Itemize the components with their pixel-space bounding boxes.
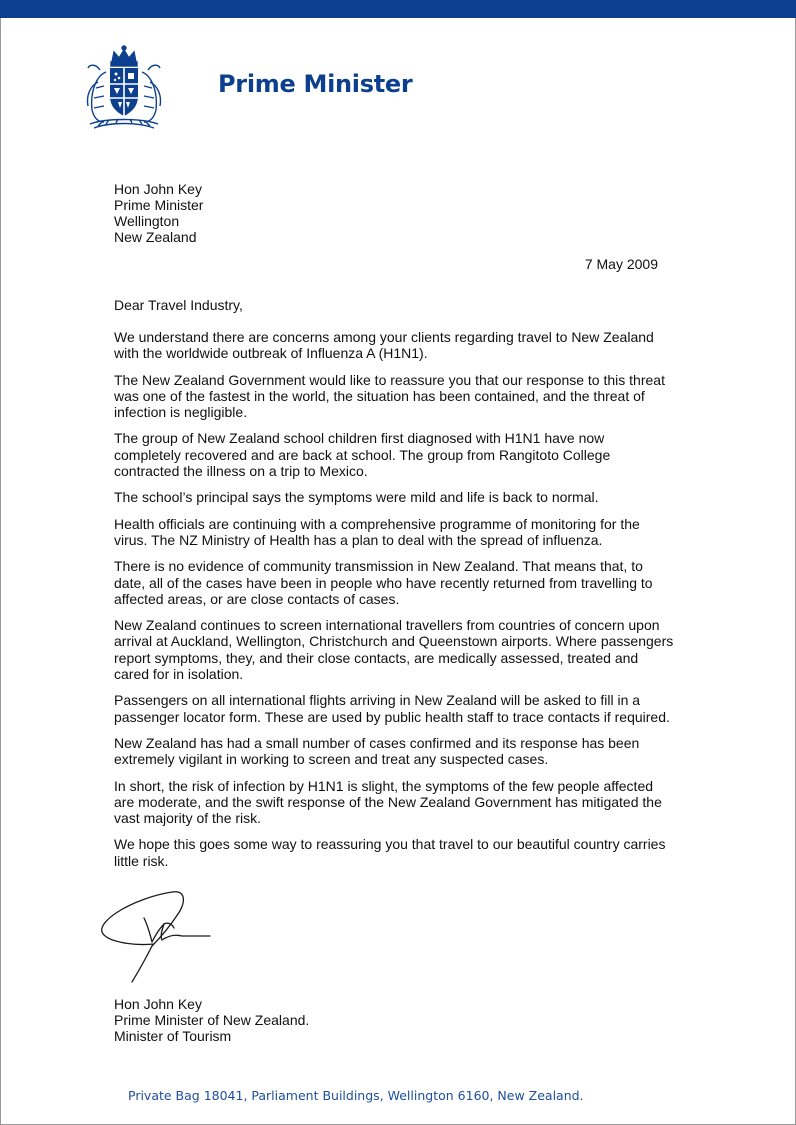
- signatory-line: Hon John Key: [114, 996, 202, 1012]
- body-paragraph: The school’s principal says the symptoms were mild and life is back to normal.: [114, 489, 599, 506]
- body-paragraph: The group of New Zealand school children first diagnosed with H1N1 have now completely recovered and are back at school. The group from Rangitoto College contracted the illness on a trip to Mexico.: [114, 430, 611, 480]
- body-paragraph: The New Zealand Government would like to reassure you that our response to this threat was one of the fastest in the world, the situation has been contained, and the threat of infection is negligible.: [114, 371, 665, 421]
- handwritten-signature-icon: [94, 884, 218, 988]
- letter-body: [114, 329, 674, 879]
- sender-address-line: Wellington: [114, 213, 180, 229]
- sender-address-line: Hon John Key: [114, 181, 202, 197]
- body-paragraph: Health officials are continuing with a comprehensive programme of monitoring for the virus. The NZ Ministry of Health has a plan to deal with the spread of influenza.: [114, 515, 640, 548]
- nz-coat-of-arms-icon: [76, 42, 172, 134]
- body-paragraph: There is no evidence of community transmission in New Zealand. That means that, to date, all of the cases have been in people who have recently returned from travelling to affected areas, or are close contacts of cases.: [114, 558, 653, 607]
- letterhead-top-band: [0, 0, 796, 18]
- salutation: Dear Travel Industry,: [114, 297, 243, 313]
- signatory-line: Prime Minister of New Zealand.: [114, 1012, 310, 1028]
- letter-date: 7 May 2009: [584, 256, 658, 272]
- sender-address: [114, 181, 203, 245]
- body-paragraph: Passengers on all international flights arriving in New Zealand will be asked to fill in a passenger locator form. These are used by public health staff to trace contacts if required.: [114, 692, 670, 725]
- body-paragraph: New Zealand continues to screen international travellers from countries of concern upon arrival at Auckland, Wellington, Christchurch and Queenstown airports. Where passengers report symptoms, they, and their close contacts, are medically assessed, treated and cared for in isolation.: [114, 617, 674, 683]
- body-paragraph: We hope this goes some way to reassuring you that travel to our beautiful country carries little risk.: [114, 836, 666, 869]
- body-paragraph: New Zealand has had a small number of cases confirmed and its response has been extremely vigilant in working to screen and treat any suspected cases.: [114, 734, 640, 768]
- sender-address-line: Prime Minister: [114, 197, 204, 213]
- body-paragraph: In short, the risk of infection by H1N1 is slight, the symptoms of the few people affected are moderate, and the swift response of the New Zealand Government has mitigated the vast majority of the risk.: [114, 777, 662, 827]
- footer-address: Private Bag 18041, Parliament Buildings, Wellington 6160, New Zealand.: [128, 1088, 584, 1103]
- sender-address-line: New Zealand: [114, 229, 197, 245]
- body-paragraph: We understand there are concerns among your clients regarding travel to New Zealand with the worldwide outbreak of Influenza A (H1N1).: [114, 329, 654, 362]
- signature-block: [114, 996, 309, 1044]
- signatory-line: Minister of Tourism: [114, 1028, 232, 1044]
- letterhead-title: Prime Minister: [218, 70, 413, 98]
